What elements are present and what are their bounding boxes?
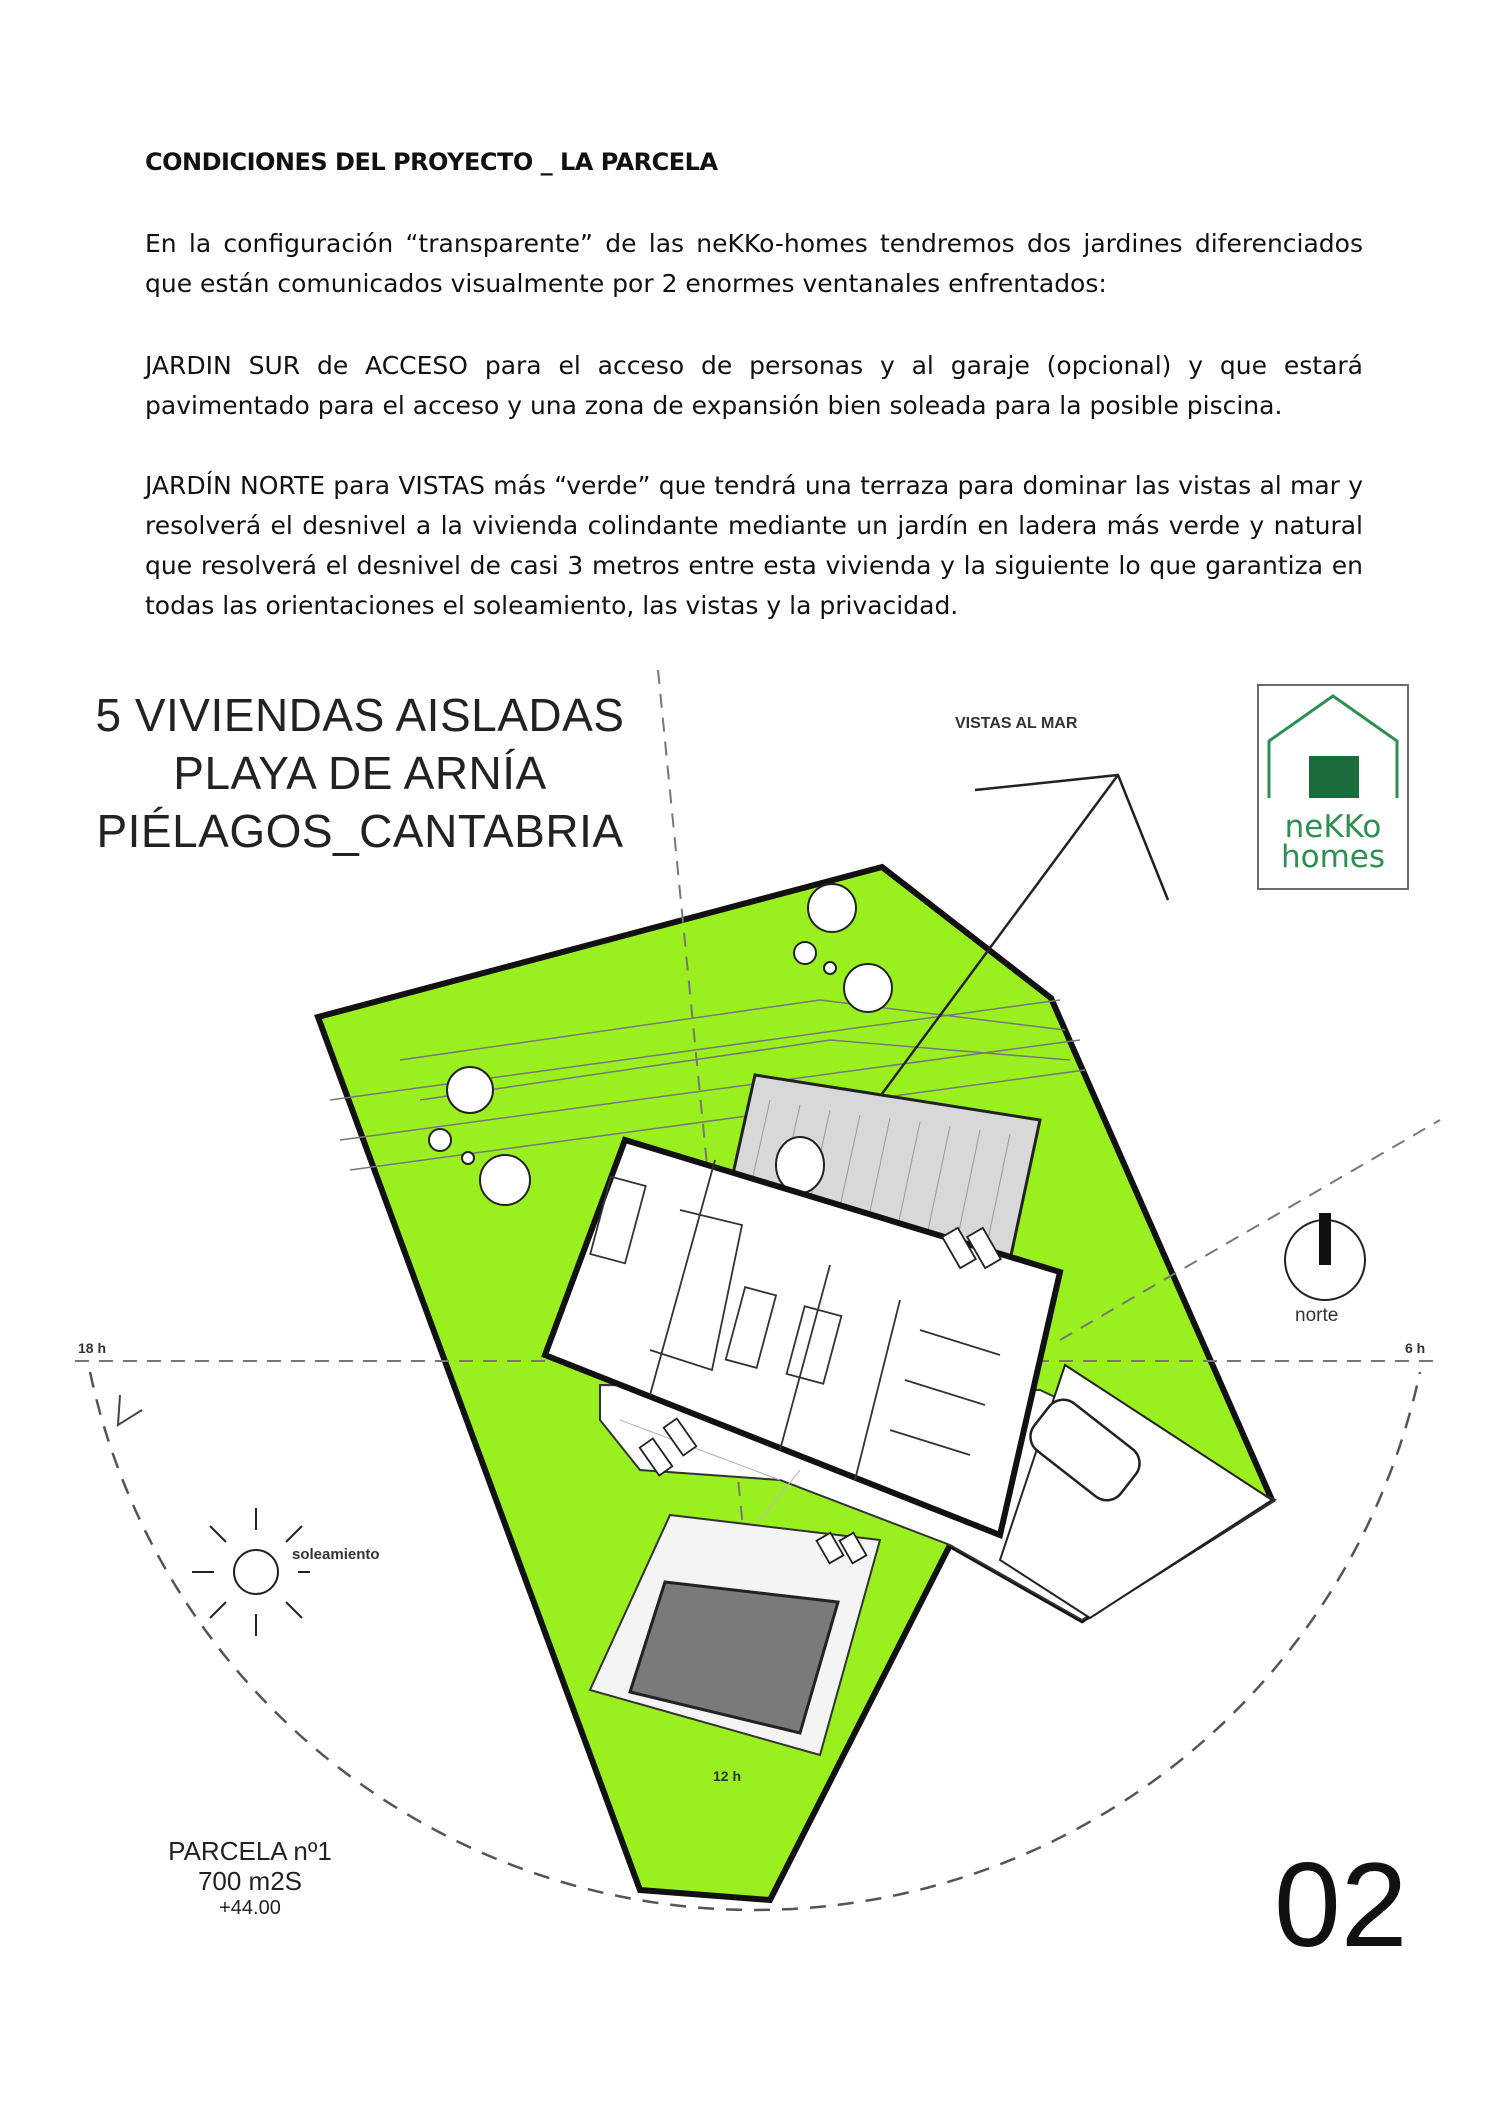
paragraph-south-garden-text: JARDIN SUR de ACCESO para el acceso de personas y al garaje (opcional) y que estará pavimentado para el acceso y una zona de expansión bien soleada para la posible piscina. bbox=[145, 351, 1363, 420]
hour-label-12: 12 h bbox=[713, 1768, 742, 1784]
hour-label-6: 6 h bbox=[1405, 1340, 1426, 1356]
plan-title-line-2: PLAYA DE ARNÍA bbox=[173, 747, 547, 799]
logo-text-line-2: homes bbox=[1280, 839, 1386, 875]
tree bbox=[480, 1155, 530, 1205]
terrace-table bbox=[776, 1137, 824, 1193]
vistas-label: VISTAS AL MAR bbox=[955, 715, 1078, 732]
tree bbox=[808, 884, 856, 932]
tree bbox=[844, 964, 892, 1012]
plan-title-line-1: 5 VIVIENDAS AISLADAS bbox=[95, 689, 625, 741]
tree bbox=[794, 942, 816, 964]
paragraph-north-garden-text: JARDÍN NORTE para VISTAS más “verde” que tendrá una terraza para dominar las vistas al mar y resolverá el desnivel a la vivienda colindante mediante un jardín en ladera más verde y natural que resolverá el desnivel de casi 3 metros entre esta vivienda y la siguiente lo que garantiza en todas las orientaciones el soleamiento, las vistas y la privacidad. bbox=[145, 471, 1363, 620]
logo-text-line-1: neKKo bbox=[1284, 809, 1382, 845]
parcel-level: +44.00 bbox=[219, 1897, 281, 1919]
page-number: 02 bbox=[1274, 1838, 1408, 1972]
paragraph-intro-text: En la configuración “transparente” de las neKKo-homes tendremos dos jardines diferenciados que están comunicados visualmente por 2 enormes ventanales enfrentados: bbox=[145, 229, 1363, 298]
nekko-homes-logo bbox=[1257, 684, 1409, 890]
parcel-info bbox=[150, 1836, 350, 1920]
sun-label: soleamiento bbox=[292, 1546, 380, 1563]
tree bbox=[462, 1152, 474, 1164]
house-logo-icon bbox=[1259, 686, 1407, 806]
parcel-area: 700 m2S bbox=[197, 1866, 303, 1896]
plan-title-line-3: PIÉLAGOS_CANTABRIA bbox=[96, 805, 624, 857]
tree bbox=[824, 962, 836, 974]
tree bbox=[429, 1129, 451, 1151]
parcel-name: PARCELA nº1 bbox=[168, 1836, 332, 1866]
plan-title bbox=[60, 686, 660, 860]
paragraph-south-garden bbox=[145, 346, 1363, 426]
sun-icon bbox=[192, 1508, 310, 1636]
tree bbox=[447, 1067, 493, 1113]
paragraph-north-garden bbox=[145, 466, 1363, 626]
section-heading: CONDICIONES DEL PROYECTO _ LA PARCELA bbox=[145, 148, 718, 176]
paragraph-intro bbox=[145, 224, 1363, 304]
hour-label-18: 18 h bbox=[78, 1340, 107, 1356]
north-label: norte bbox=[1295, 1305, 1339, 1326]
